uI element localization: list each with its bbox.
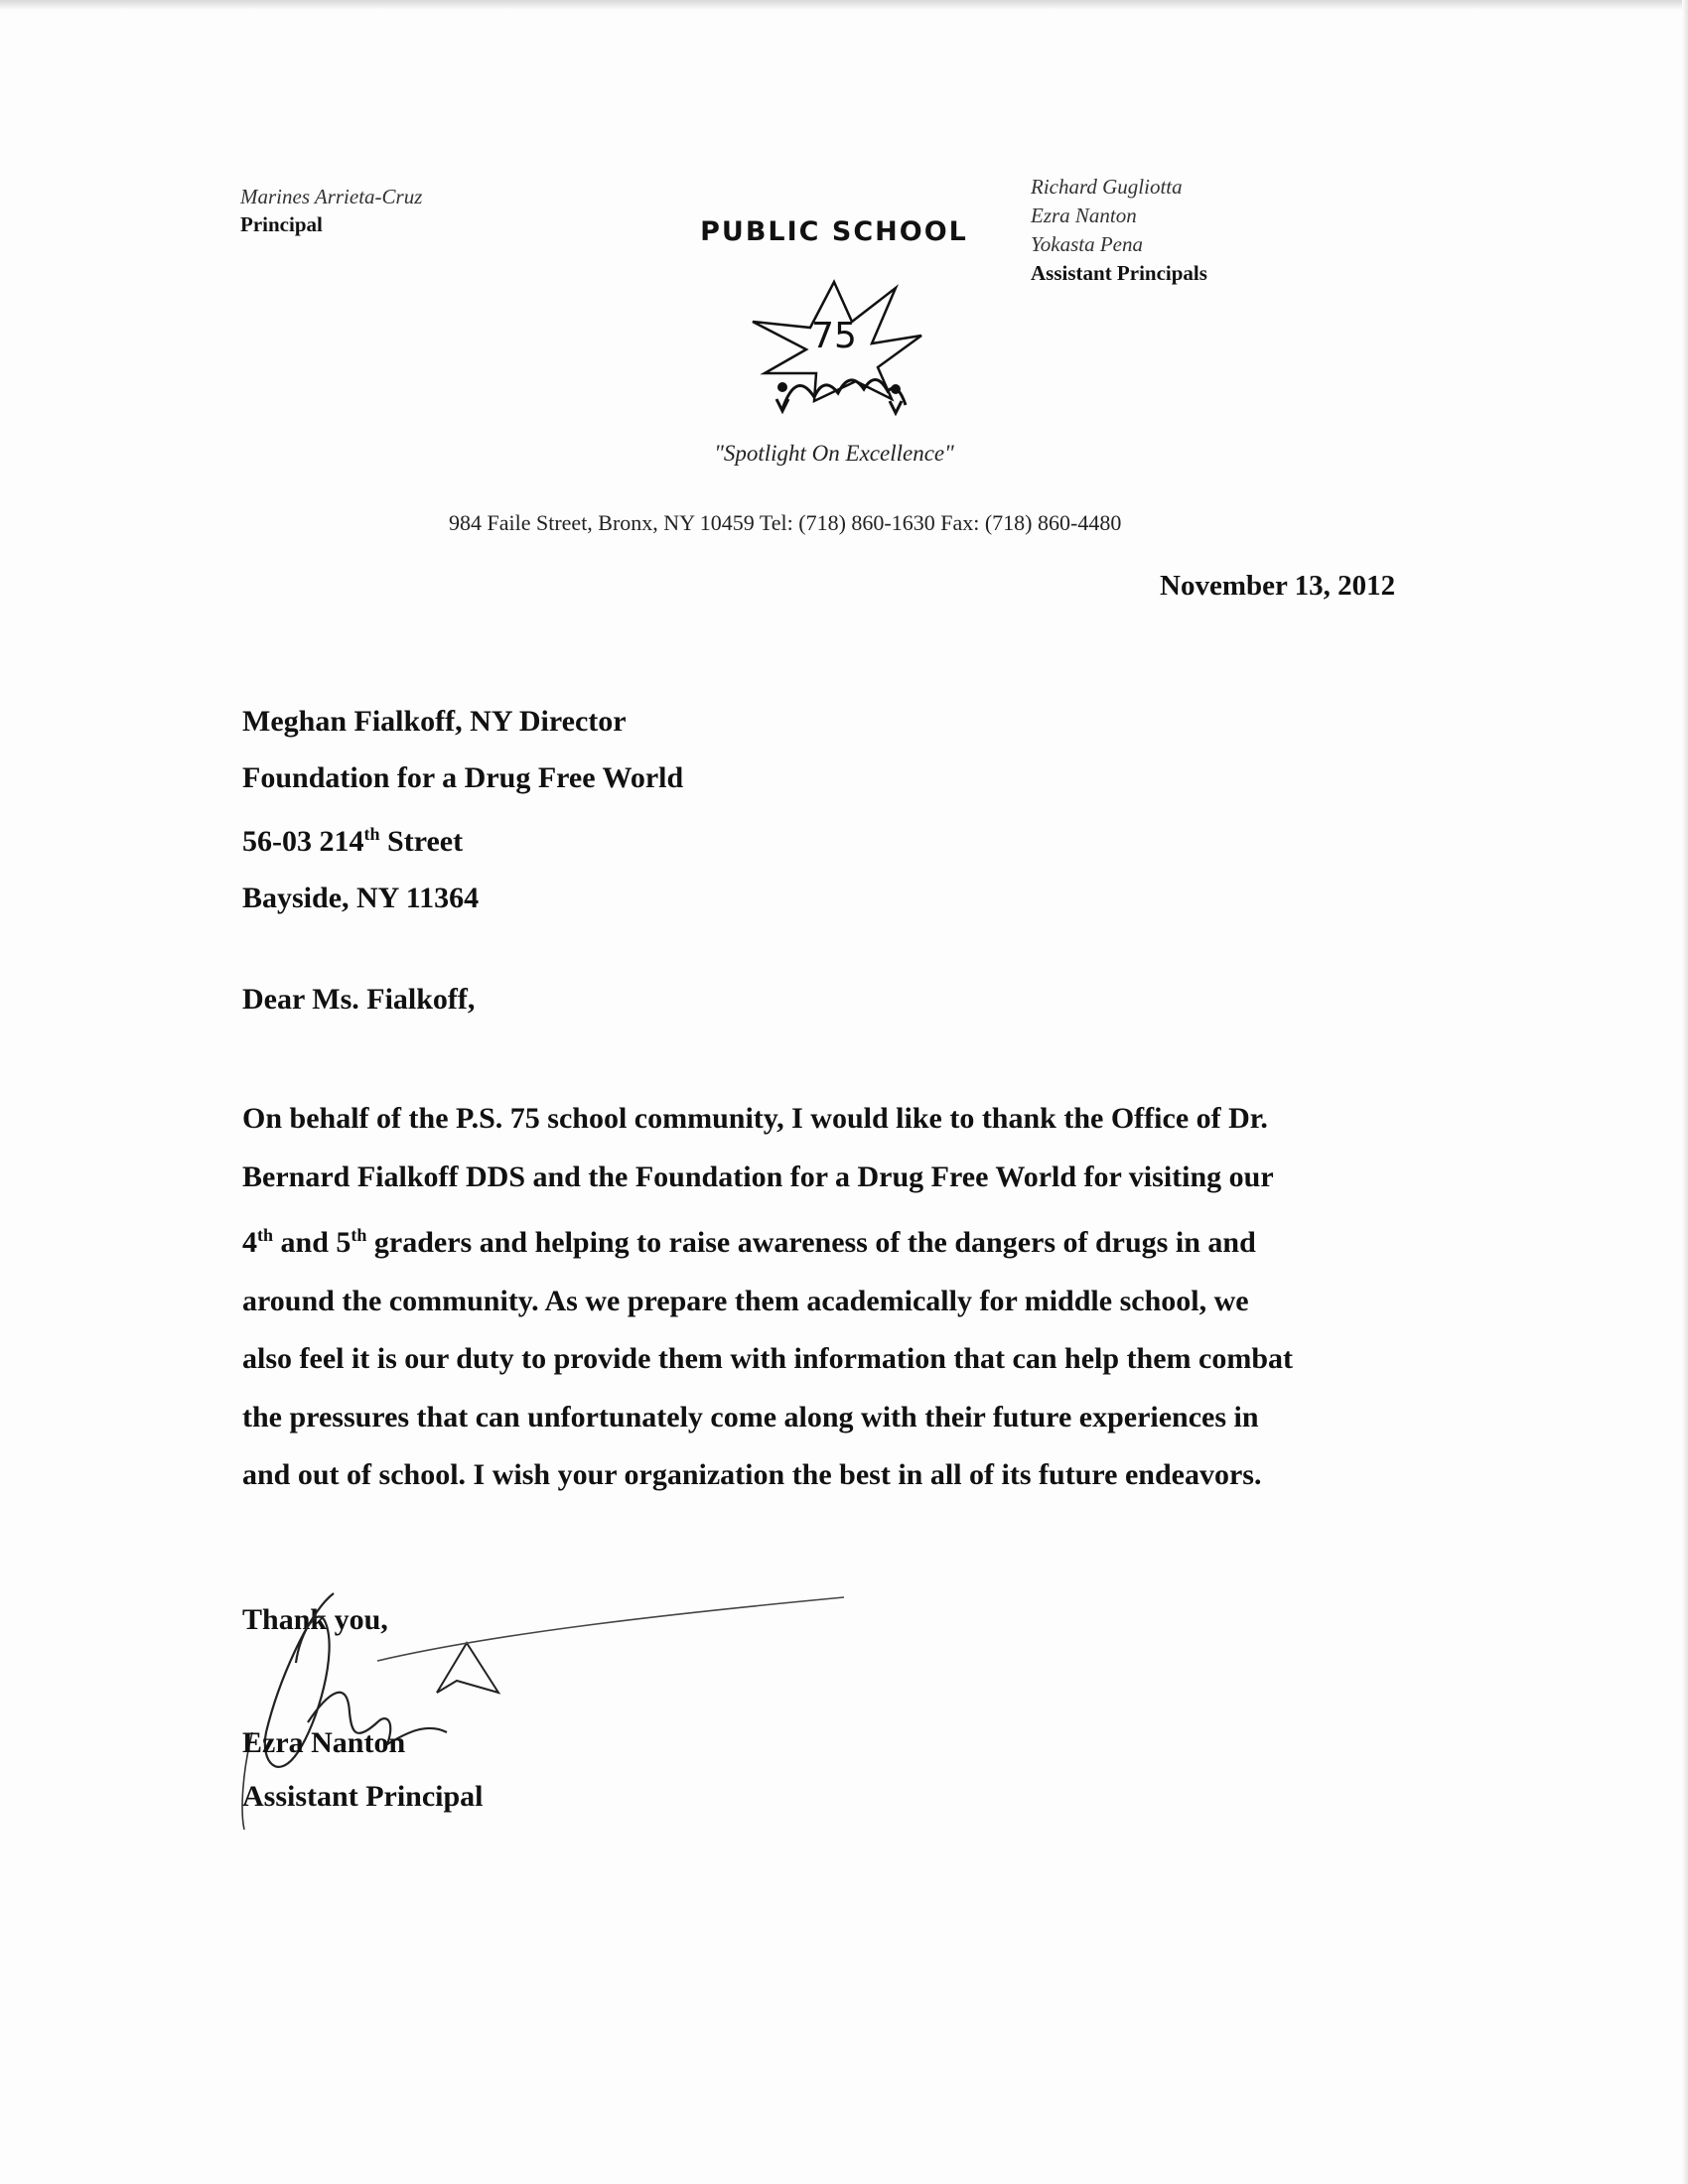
scan-edge-top xyxy=(0,0,1688,10)
principal-block xyxy=(240,183,422,238)
body-line: around the community. As we prepare them academically for middle school, we xyxy=(242,1284,1249,1317)
logo-number: 75 xyxy=(811,316,857,356)
assistant-principals-block xyxy=(1031,173,1207,288)
body-line: also feel it is our duty to provide them with information that can help them combat xyxy=(242,1342,1294,1375)
letter-body xyxy=(242,1090,1454,1505)
recipient-line: Foundation for a Drug Free World xyxy=(242,761,684,794)
body-line: the pressures that can unfortunately come along with their future experiences in xyxy=(242,1400,1259,1433)
body-line: On behalf of the P.S. 75 school community, I would like to thank the Office of Dr. xyxy=(242,1102,1268,1135)
assistant-name: Yokasta Pena xyxy=(1031,232,1143,256)
assistant-role: Assistant Principals xyxy=(1031,261,1207,285)
body-line: Bernard Fialkoff DDS and the Foundation for a Drug Free World for visiting our xyxy=(242,1160,1274,1193)
signer-name: Ezra Nanton xyxy=(242,1726,406,1759)
recipient-line: Bayside, NY 11364 xyxy=(242,882,480,914)
recipient-line: Meghan Fialkoff, NY Director xyxy=(242,705,627,738)
school-logo xyxy=(665,205,1003,473)
signer-title: Assistant Principal xyxy=(242,1780,484,1813)
body-line: 4th and 5th graders and helping to raise awareness of the dangers of drugs in and xyxy=(242,1225,1256,1259)
assistant-name: Richard Gugliotta xyxy=(1031,175,1183,199)
principal-name: Marines Arrieta-Cruz xyxy=(240,185,423,208)
school-motto: "Spotlight On Excellence" xyxy=(714,441,954,466)
school-address: 984 Faile Street, Bronx, NY 10459 Tel: (718) 860-1630 Fax: (718) 860-4480 xyxy=(449,510,1122,535)
assistant-name: Ezra Nanton xyxy=(1031,204,1137,227)
closing: Thank you, xyxy=(242,1603,388,1636)
scan-edge-right xyxy=(1682,0,1688,2184)
recipient-line: 56-03 214th Street xyxy=(242,824,464,858)
principal-role: Principal xyxy=(240,212,323,236)
letter-date: November 13, 2012 xyxy=(1160,570,1396,602)
logo-title: PUBLIC SCHOOL xyxy=(700,216,968,247)
signer-block xyxy=(242,1716,484,1824)
salutation: Dear Ms. Fialkoff, xyxy=(242,983,476,1016)
body-line: and out of school. I wish your organization the best in all of its future endeavors. xyxy=(242,1458,1262,1491)
recipient-address xyxy=(242,693,683,926)
